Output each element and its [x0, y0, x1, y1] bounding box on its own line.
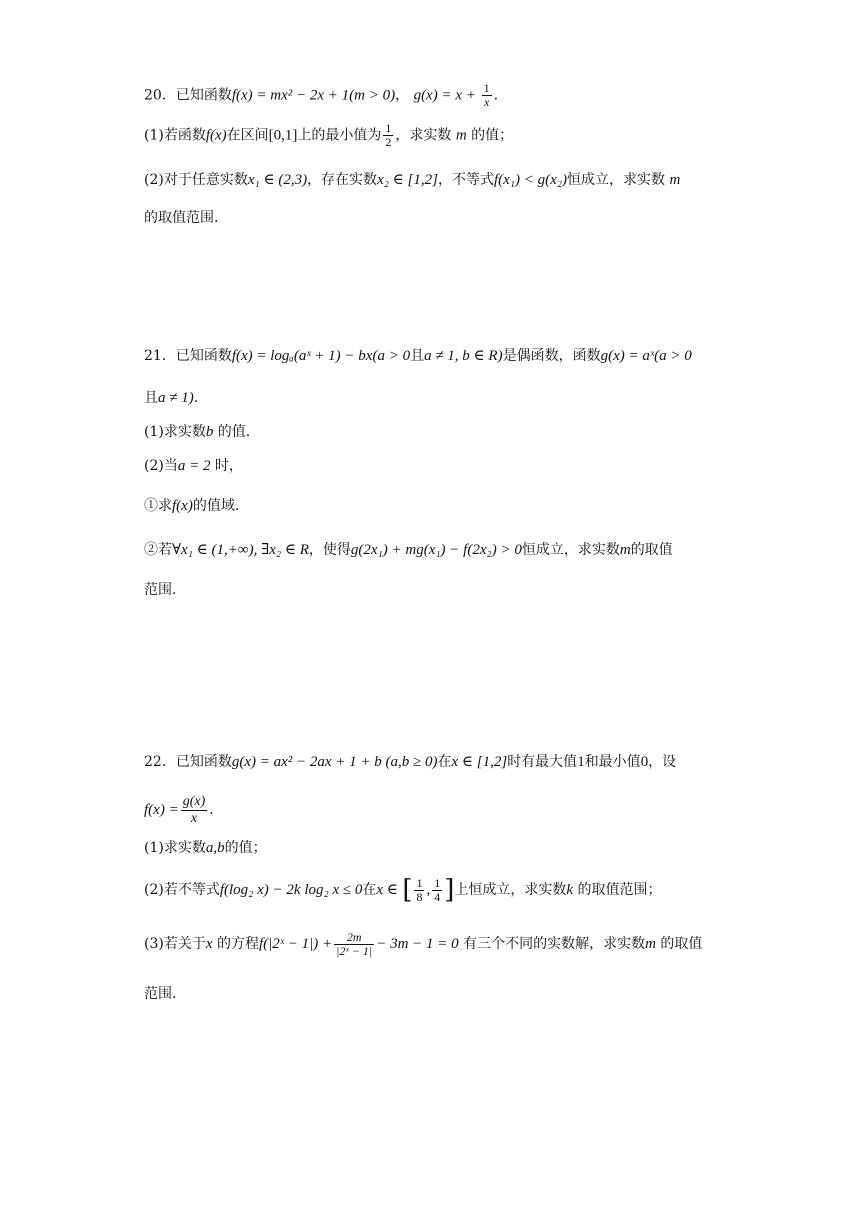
question-text: ，求实数 — [395, 127, 452, 144]
problem-22-part-2: (2)若不等式f(log₂ x) − 2k log₂ x ≤ 0在x ∈ [ $\frac{1}{8}$ , $\frac{1}{4}$ ]上恒成立，求实数k 的取值范围； — [144, 875, 662, 905]
punctuation: . — [193, 390, 199, 406]
question-text: ②若 — [144, 542, 172, 558]
question-text: ，不等式 — [437, 172, 494, 188]
math-quantifier: ∀x₁ ∈ (1,+∞), ∃x₂ ∈ R — [172, 542, 309, 558]
fraction-numerator: 1 — [385, 121, 392, 135]
fraction-one-half — [383, 122, 393, 149]
fraction-numerator: 1 — [416, 875, 423, 890]
punctuation: . — [209, 802, 214, 818]
question-text: (2)当 — [144, 458, 178, 474]
problem-21-part-2b — [144, 540, 673, 560]
question-text: 在区间 — [226, 127, 269, 144]
math-f-definition: f(x) = mx² − 2x + 1(m > 0) — [231, 87, 396, 104]
problem-21-part-2b-cont — [144, 580, 176, 600]
question-text: 恒成立，求实数 — [566, 172, 665, 188]
left-bracket: [ — [402, 875, 413, 905]
question-text: 的取值 — [660, 936, 703, 952]
math-value: 0 — [640, 754, 649, 770]
question-text: (2)对于任意实数 — [144, 172, 248, 188]
math-domain: x ∈ — [376, 882, 398, 898]
question-text: (1)若函数 — [144, 127, 206, 144]
fraction-2m-over-abs — [334, 931, 374, 958]
fraction-numerator: 1 — [483, 81, 490, 95]
math-var: m — [455, 127, 467, 144]
stem-text: ，设 — [648, 754, 677, 770]
question-text: 恒成立，求实数 — [521, 542, 620, 558]
question-text: 有三个不同的实数解，求实数 — [463, 936, 646, 952]
stem-text: 已知函数 — [175, 754, 232, 770]
math-var: m — [619, 542, 631, 558]
question-text: 上恒成立，求实数 — [454, 882, 567, 898]
math-condition: a = 2 — [177, 458, 211, 474]
question-text: 时， — [214, 458, 243, 474]
question-text: (2)若不等式 — [144, 882, 220, 898]
math-inequality: f(x₁) < g(x₂) — [493, 172, 567, 188]
problem-20-stem — [144, 82, 498, 109]
math-fx: f(x) — [205, 127, 227, 144]
math-var: x — [205, 936, 213, 952]
problem-21-part-2 — [144, 456, 243, 476]
problem-22-part-1 — [144, 838, 267, 858]
question-text: 上的最小值为 — [297, 127, 382, 144]
math-equation-left: f(|2ˣ − 1|) + — [258, 936, 333, 952]
math-value: 1 — [577, 754, 585, 770]
math-g-definition: g(x) = ax² − 2ax + 1 + b (a,b ≥ 0) — [231, 754, 438, 770]
fraction-one-eighth — [414, 877, 424, 904]
math-x1-range: x₁ ∈ (2,3) — [247, 172, 308, 188]
problem-21-part-1 — [144, 422, 250, 442]
question-text: 的取值范围. — [144, 210, 219, 226]
fraction-denominator: 8 — [416, 889, 423, 904]
math-x2-range: x₂ ∈ [1,2] — [377, 172, 438, 188]
problem-20-part-2 — [144, 170, 680, 190]
fraction-denominator: x — [483, 95, 490, 109]
problem-20-part-2-cont — [144, 208, 218, 228]
math-condition: a ≠ 1) — [158, 390, 194, 406]
problem-number: 20． — [144, 87, 176, 104]
fraction-numerator: 1 — [434, 875, 441, 890]
punctuation: . — [493, 87, 499, 104]
right-bracket: ] — [444, 875, 455, 905]
problem-number: 22． — [144, 754, 176, 770]
stem-text: 是偶函数，函数 — [502, 348, 601, 364]
math-inequality: f(log₂ x) − 2k log₂ x ≤ 0 — [219, 882, 363, 898]
fraction-denominator: |2ˣ − 1| — [336, 943, 373, 958]
fraction-numerator: 2m — [334, 931, 374, 945]
fraction-gx-over-x — [181, 794, 208, 827]
fraction-denominator: 4 — [434, 889, 441, 904]
question-text: 的值； — [471, 127, 514, 144]
problem-21-part-2a — [144, 496, 239, 516]
question-text: (1)求实数 — [144, 424, 206, 440]
fraction-one-quarter — [432, 877, 442, 904]
question-text: 范围. — [144, 986, 177, 1002]
fraction-one-over-x — [482, 82, 492, 109]
punctuation: ， — [395, 87, 410, 104]
fraction-denominator: x — [190, 810, 198, 826]
math-var: m — [669, 172, 681, 188]
problem-number: 21． — [144, 348, 176, 364]
question-text: 的取值 — [630, 542, 673, 558]
question-text: ，使得 — [308, 542, 351, 558]
problem-22-f-definition — [144, 790, 214, 830]
question-text: 的取值范围； — [577, 882, 662, 898]
question-text: ①求 — [144, 498, 172, 514]
stem-text: 和最小值 — [584, 754, 641, 770]
question-text: 的值. — [217, 424, 251, 440]
math-var: m — [645, 936, 656, 952]
question-text: 的值； — [224, 840, 267, 856]
math-g-definition: g(x) = x + — [413, 87, 480, 104]
stem-text: 已知函数 — [175, 87, 232, 104]
question-text: ，存在实数 — [307, 172, 378, 188]
math-equation-right: − 3m − 1 = 0 — [376, 936, 459, 952]
fraction-numerator: g(x) — [182, 793, 206, 809]
problem-22-part-3 — [144, 924, 702, 964]
math-inequality: g(2x₁) + mg(x₁) − f(2x₂) > 0 — [350, 542, 522, 558]
stem-text: 时有最大值 — [507, 754, 578, 770]
math-g-definition: g(x) = aˣ(a > 0 — [600, 348, 692, 364]
math-f-lhs: f(x) = — [144, 802, 179, 818]
math-f-definition: f(x) = logₐ(aˣ + 1) − bx(a > 0 — [231, 348, 411, 364]
question-text: (3)若关于 — [144, 936, 206, 952]
question-text: 的方程 — [216, 936, 259, 952]
math-var: k — [566, 882, 574, 898]
fraction-denominator: 2 — [385, 135, 392, 149]
question-text: 在 — [362, 882, 377, 898]
problem-22-stem — [144, 752, 676, 772]
math-interval: [0,1] — [268, 127, 298, 144]
question-text: (1)求实数 — [144, 840, 206, 856]
math-var: a,b — [205, 840, 225, 856]
question-text: 范围. — [144, 582, 177, 598]
math-domain: x ∈ [1,2] — [451, 754, 508, 770]
math-var: b — [205, 424, 214, 440]
stem-text: 且 — [410, 348, 425, 364]
problem-20-part-1 — [144, 122, 513, 149]
math-condition: a ≠ 1, b ∈ R) — [424, 348, 503, 364]
problem-22-part-3-cont — [144, 984, 176, 1004]
stem-text: 已知函数 — [175, 348, 232, 364]
problem-21-stem — [144, 346, 692, 366]
stem-text: 在 — [437, 754, 452, 770]
question-text: 的值域. — [192, 498, 240, 514]
stem-text: 且 — [144, 390, 158, 406]
problem-21-stem-cont — [144, 388, 198, 408]
math-fx: f(x) — [172, 498, 193, 514]
